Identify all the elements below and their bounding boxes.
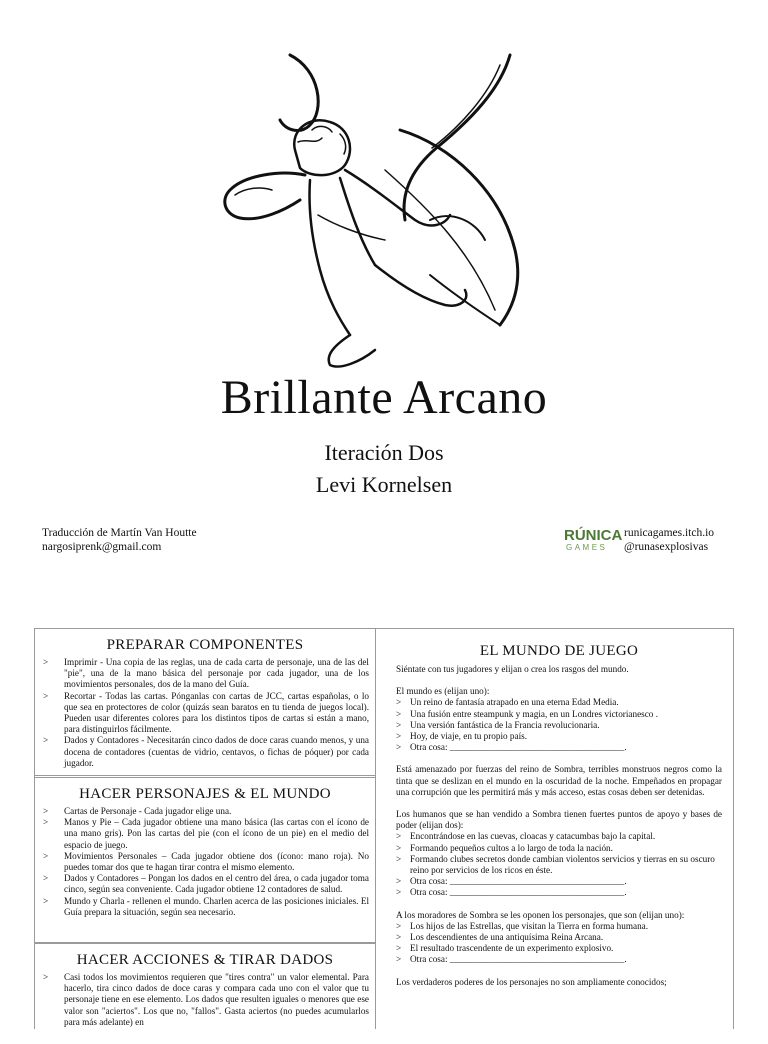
bullet-marker: >: [396, 943, 402, 954]
bullet-marker: >: [43, 690, 49, 701]
world-intro: Siéntate con tus jugadores y elijan o crea los rasgos del mundo.: [396, 664, 629, 674]
bullet-marker: >: [396, 708, 402, 719]
section-heading: HACER ACCIONES & TIRAR DADOS: [76, 952, 334, 968]
allies-prompt: Los humanos que se han vendido a Sombra tienen fuertes puntos de apoyo y bases de poder (elijan dos):: [396, 809, 722, 831]
rules-frame: [34, 628, 734, 1029]
list-item: [396, 854, 722, 876]
list-item: [396, 731, 722, 742]
translation-credit-block: [42, 526, 197, 554]
list-item: [43, 972, 369, 1028]
cover-illustration: [200, 50, 540, 370]
list-item: [396, 887, 722, 898]
list-item: [396, 921, 722, 932]
list-item-text: Formando clubes secretos donde cambian violentos servicios y tierras en su oscuro reino por servicios de los ricos en éste.: [410, 853, 715, 876]
bullet-marker: >: [396, 932, 402, 943]
publisher-handle: @runasexplosivas: [624, 541, 709, 553]
list-item: [43, 691, 369, 736]
bullet-marker: >: [396, 853, 402, 864]
bullet-marker: >: [43, 657, 49, 667]
bullet-marker: >: [396, 876, 402, 887]
book-title: Brillante Arcano: [220, 371, 548, 424]
list-item-text: Una versión fantástica de la Francia revolucionaria.: [410, 719, 600, 730]
list-item: [396, 843, 722, 854]
section-hacer-personajes: [35, 777, 375, 943]
list-item: [43, 873, 369, 895]
list-item-text: Hoy, de viaje, en tu propio país.: [410, 731, 528, 742]
list-item: [396, 943, 722, 954]
list-item: [396, 720, 722, 731]
list-item-text: Mundo y Charla - rellenen el mundo. Charlen acerca de las posiciones iniciales. El Guía prepara la situación, según sea necesario.: [64, 895, 369, 917]
bullet-marker: >: [396, 954, 402, 965]
world-options: [396, 697, 722, 753]
list-item: [396, 876, 722, 887]
bullet-marker: >: [396, 887, 402, 898]
section-heading: HACER PERSONAJES & EL MUNDO: [79, 786, 331, 802]
bullet-marker: >: [43, 850, 49, 861]
translator-email: nargosiprenk@gmail.com: [42, 541, 162, 553]
publisher-site: runicagames.itch.io: [624, 527, 715, 539]
list-item-text: Otra cosa: ______________________________________.: [410, 876, 627, 887]
list-item: [396, 742, 722, 753]
list-item-text: Casi todos los movimientos requieren que "tires contra" un valor elemental. Para hacerlo, tira cinco dados de doce caras y compara cada uno con el valor que tu personaje tiene en ese elemento. Los dados que resulten iguales o menores que ese valor son "aciertos". Los que no, "fallos". Gasta aciertos (no puedes acumularlos para más adelante) en: [64, 972, 369, 1027]
list-item: [43, 817, 369, 851]
list-item: [396, 932, 722, 943]
list-item-text: Manos y Pie – Cada jugador obtiene una mano básica (las cartas con el ícono de una mano gris). Pon las cartas del pie (con el ícono de un pie) en el medio del espacio de juego.: [64, 817, 369, 850]
section-list: [35, 972, 375, 1028]
section-hacer-acciones: [35, 943, 375, 1044]
list-item: [396, 831, 722, 842]
list-item-text: Movimientos Personales – Cada jugador obtiene dos (ícono: mano roja). No puedes tomar dos que te hagan tirar contra el mismo elemento.: [64, 850, 369, 873]
bullet-marker: >: [396, 719, 402, 730]
closing-paragraph: Los verdaderos poderes de los personajes no son ampliamente conocidos;: [396, 976, 667, 987]
world-prompt: El mundo es (elijan uno):: [396, 686, 490, 697]
bullet-marker: >: [43, 817, 49, 828]
bullet-marker: >: [43, 895, 49, 906]
bullet-marker: >: [396, 742, 402, 753]
publisher-logo: [564, 527, 623, 558]
list-item: [43, 851, 369, 873]
bullet-marker: >: [43, 735, 49, 746]
bullet-marker: >: [43, 972, 49, 982]
right-column: [375, 629, 734, 1029]
book-subtitle: Iteración Dos: [324, 440, 444, 465]
list-item: [43, 806, 369, 817]
bullet-marker: >: [396, 920, 402, 931]
publisher-logo-main: RÚNICA: [564, 527, 623, 544]
bullet-marker: >: [396, 731, 402, 742]
list-item: [43, 896, 369, 918]
bullet-marker: >: [43, 873, 49, 884]
list-item-text: Recortar - Todas las cartas. Pónganlas con cartas de JCC, cartas españolas, o lo que sea en protectores de color (quizás sean baratos en tu tienda de juegos local). Pueden usar diferentes colores para los distintos tipos de cartas si están a mano, para distinguirlos fácilmente.: [64, 690, 369, 735]
bullet-marker: >: [396, 697, 402, 708]
bullet-marker: >: [43, 806, 49, 816]
list-item-text: Otra cosa: ______________________________________.: [410, 954, 627, 965]
heroes-prompt: A los moradores de Sombra se les oponen los personajes, que son (elijan uno):: [396, 909, 685, 920]
book-author: Levi Kornelsen: [315, 472, 453, 497]
section-heading: EL MUNDO DE JUEGO: [479, 643, 639, 659]
list-item-text: Dados y Contadores - Necesitarán cinco dados de doce caras cuando menos, y una docena de contadores (cuentas de vidrio, centavos, o fichas de póquer) por cada jugador.: [64, 735, 369, 768]
list-item-text: Un reino de fantasía atrapado en una eterna Edad Media.: [410, 697, 619, 708]
list-item-text: Otra cosa: ______________________________________.: [410, 742, 627, 753]
list-item: [43, 657, 369, 691]
list-item: [396, 697, 722, 708]
left-column: [35, 629, 375, 1029]
bullet-marker: >: [396, 842, 402, 853]
list-item: [396, 954, 722, 965]
list-item: [396, 709, 722, 720]
list-item-text: Encontrándose en las cuevas, cloacas y catacumbas bajo la capital.: [410, 831, 656, 842]
list-item: [43, 735, 369, 769]
list-item-text: Imprimir - Una copia de las reglas, una de cada carta de personaje, una de las del "pie", una de la mano básica del personaje por cada jugador, una de los movimientos personales, dos de la mano del Guía.: [64, 657, 369, 690]
publisher-links: [624, 526, 714, 554]
list-item-text: Los descendientes de una antiquísima Reina Arcana.: [410, 932, 604, 943]
list-item-text: Formando pequeños cultos a lo largo de toda la nación.: [410, 842, 613, 853]
section-list: [35, 806, 375, 918]
threat-paragraph: Está amenazado por fuerzas del reino de Sombra, terribles monstruos negros como la tinta que se deslizan en el mundo en la oscuridad de la noche. Empeñados en propagar una corrupción que les permitirá más y más acceso, estas cosas deben ser detenidas.: [396, 764, 722, 797]
list-item-text: Cartas de Personaje - Cada jugador elige una.: [64, 806, 232, 816]
section-heading: PREPARAR COMPONENTES: [106, 637, 304, 653]
publisher-logo-sub: GAMES: [566, 543, 608, 552]
heroes-options: [396, 921, 722, 966]
list-item-text: Otra cosa: ______________________________________.: [410, 887, 627, 898]
section-list: [35, 657, 375, 769]
list-item-text: El resultado trascendente de un experimento explosivo.: [410, 943, 614, 954]
list-item-text: Dados y Contadores – Pongan los dados en el centro del área, o cada jugador toma cinco, según sea conveniente. Cada jugador obtiene 12 contadores de salud.: [64, 873, 369, 895]
list-item-text: Los hijos de las Estrellas, que visitan la Tierra en forma humana.: [410, 920, 649, 931]
translation-credit: Traducción de Martín Van Houtte: [42, 527, 197, 539]
bullet-marker: >: [396, 831, 402, 842]
allies-options: [396, 831, 722, 898]
section-preparar-componentes: [35, 629, 375, 776]
list-item-text: Una fusión entre steampunk y magia, en un Londres victorianesco .: [410, 708, 658, 719]
